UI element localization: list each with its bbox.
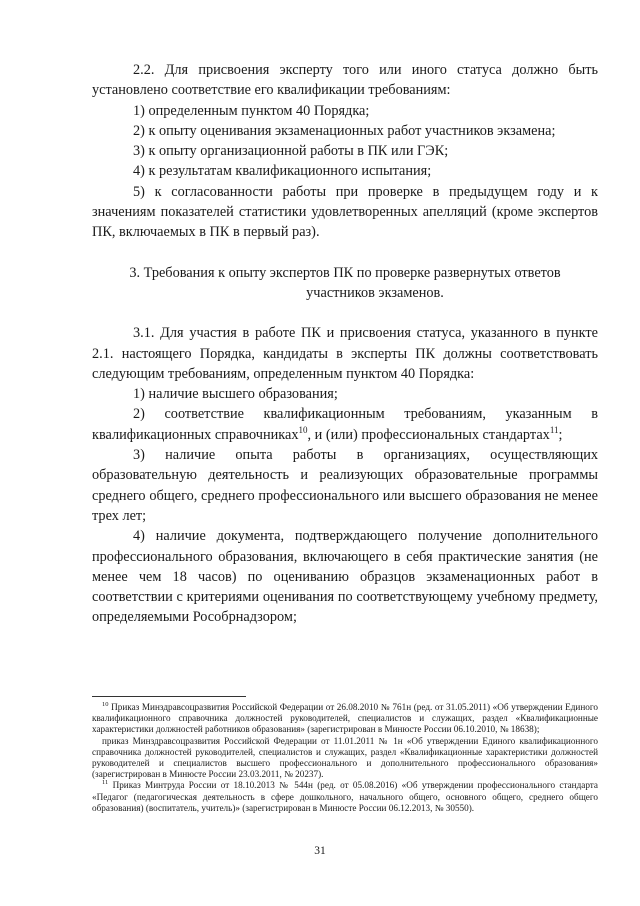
footnote-mark-10: 10 [102,700,109,708]
list-item-2-2-1: 1) определенным пунктом 40 Порядка; [133,102,370,119]
footnote-separator [92,696,246,697]
list-item-3-1-2-end: ; [558,426,563,443]
list-item-3-1-3: 3) наличие опыта работы в организациях, осуществляющих образовательную деятельность и реализующих образовательные программы среднего общего, среднего профессионального или высшего образования не менее трех лет; [92,447,598,524]
footnote-mark-11: 11 [102,779,109,787]
page-number: 31 [314,845,326,857]
section-heading-line1: 3. Требования к опыту экспертов ПК по проверке развернутых ответов [129,264,561,281]
list-item-2-2-3: 3) к опыту организационной работы в ПК или ГЭК; [133,143,449,160]
list-item-3-1-1: 1) наличие высшего образования; [133,386,338,403]
section-heading-3 [92,263,598,304]
footnote-10-continued: приказ Минздравсоцразвития Российской Федерации от 11.01.2011 № 1н «Об утверждении Единого квалификационного справочника должностей руководителей, специалистов и служащих, раздел «Квалификационные характеристики должностей руководителей и специалистов высшего профессионального и дополнительного профессионального образования» (зарегистрирован в Минюсте России 23.03.2011, № 20237). [92,735,598,780]
section-heading-line2: участников экзаменов. [306,284,444,301]
footnote-ref-11[interactable]: 11 [549,424,559,435]
footnote-10 [92,702,598,736]
paragraph-2-2: 2.2. Для присвоения эксперту того или иного статуса должно быть установлено соответствие его квалификации требованиям: [92,62,598,99]
list-item-3-1-2-mid: , и (или) профессиональных стандартах [307,426,550,443]
footnote-ref-10[interactable]: 10 [298,424,308,435]
footnote-11 [92,780,598,814]
footnotes [92,702,598,814]
list-item-3-1-2-text: 2) соответствие квалификационным требованиям, указанным в квалификационных справочниках [92,406,598,443]
list-item-3-1-4: 4) наличие документа, подтверждающего получение дополнительного профессионального образования, включающего в себя практические занятия (не менее чем 18 часов) по оцениванию образцов экзаменационных работ в соответствии с критериями оценивания по соответствующему учебному предмету, определяемыми Рособрнадзором; [92,528,598,626]
list-item-2-2-5: 5) к согласованности работы при проверке в предыдущем году и к значениям показателей статистики удовлетворенных апелляций (кроме экспертов ПК, включаемых в ПК в первый раз). [92,183,598,241]
list-item-2-2-2: 2) к опыту оценивания экзаменационных работ участников экзамена; [133,122,556,139]
list-item-2-2-4: 4) к результатам квалификационного испытания; [133,163,432,180]
footnote-11-text: Приказ Минтруда России от 18.10.2013 № 544н (ред. от 05.08.2016) «Об утверждении профессионального стандарта «Педагог (педагогическая деятельность в сфере дошкольного, начального общего, основного общего, среднего общего образования) (воспитатель, учитель)» (зарегистрирован в Минюсте России 06.12.2013, № 30550). [92,780,598,813]
footnote-10-text: Приказ Минздравсоцразвития Российской Федерации от 26.08.2010 № 761н (ред. от 31.05.2011) «Об утверждении Единого квалификационного справочника должностей руководителей, специалистов и служащих, раздел «Квалификационные характеристики должностей работников образования» (зарегистрирован в Минюсте России 06.10.2010, № 18638); [92,702,598,735]
main-text [92,60,598,628]
list-item-3-1-2 [92,404,598,445]
paragraph-3-1: 3.1. Для участия в работе ПК и присвоения статуса, указанного в пункте 2.1. настоящего Порядка, кандидаты в эксперты ПК должны соответствовать следующим требованиям, определенным пунктом 40 Порядка: [92,325,598,382]
